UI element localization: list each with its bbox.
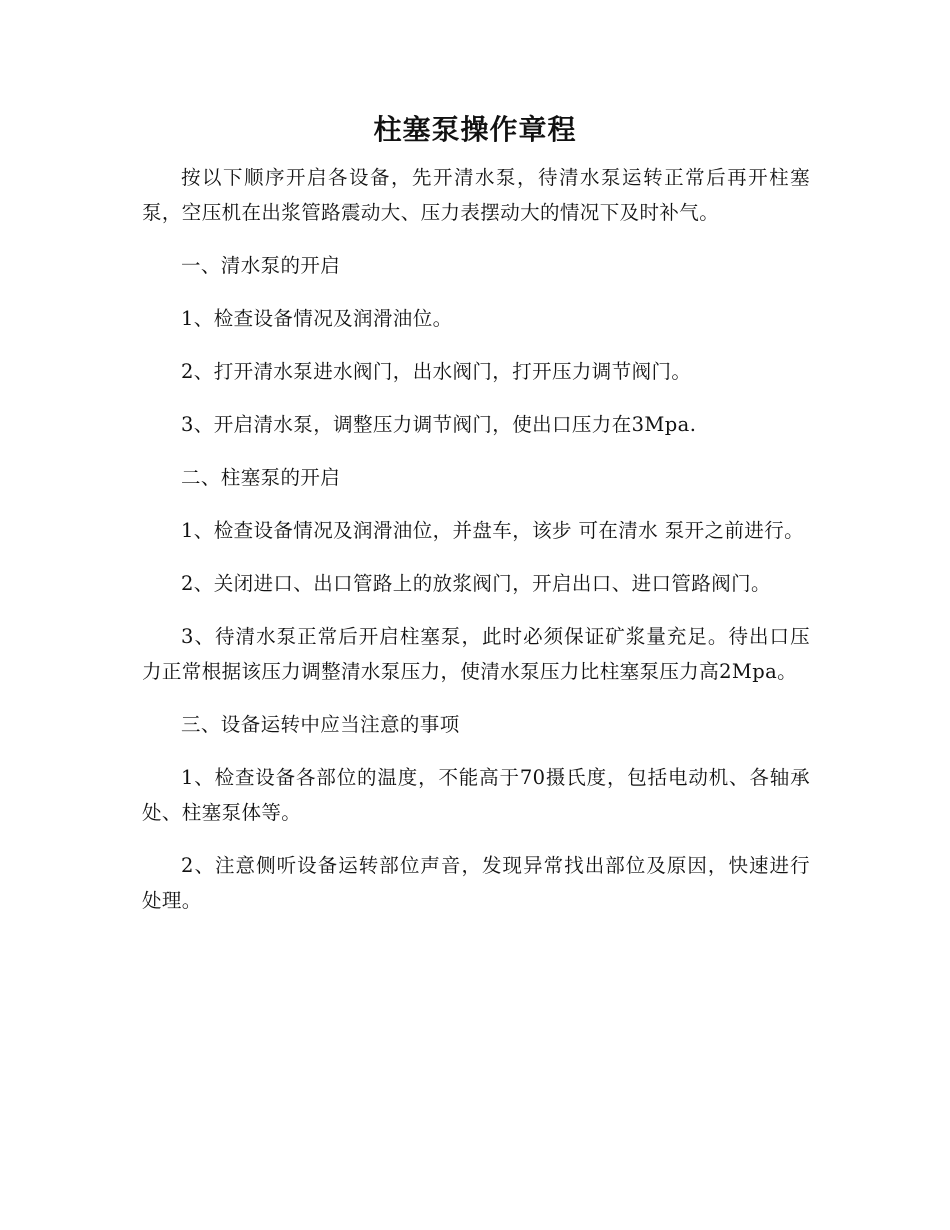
document-title: 柱塞泵操作章程: [373, 113, 577, 146]
document-body: [142, 160, 810, 936]
section-1-item-2: 2、打开清水泵进水阀门，出水阀门，打开压力调节阀门。: [181, 360, 692, 383]
section-1-item-1: 1、检查设备情况及润滑油位。: [181, 307, 453, 330]
section-2-item-2: 2、关闭进口、出口管路上的放浆阀门，开启出口、进口管路阀门。: [181, 572, 771, 595]
section-heading-1: 一、清水泵的开启: [181, 254, 341, 277]
section-2-item-1: 1、检查设备情况及润滑油位，并盘车，该步 可在清水 泵开之前进行。: [181, 519, 805, 542]
section-1-item-3: 3、开启清水泵，调整压力调节阀门，使出口压力在3Mpa.: [181, 413, 697, 436]
intro-paragraph: 按以下顺序开启各设备，先开清水泵，待清水泵运转正常后再开柱塞泵，空压机在出浆管路震动大、压力表摆动大的情况下及时补气。: [142, 166, 810, 224]
section-3-item-2: 2、注意侧听设备运转部位声音，发现异常找出部位及原因，快速进行处理。: [142, 854, 810, 912]
section-2-item-3: 3、待清水泵正常后开启柱塞泵，此时必须保证矿浆量充足。待出口压力正常根据该压力调整清水泵压力，使清水泵压力比柱塞泵压力高2Mpa。: [142, 625, 810, 683]
section-heading-3: 三、设备运转中应当注意的事项: [181, 713, 460, 736]
section-3-item-1: 1、检查设备各部位的温度，不能高于70摄氏度，包括电动机、各轴承处、柱塞泵体等。: [142, 766, 810, 824]
section-heading-2: 二、柱塞泵的开启: [181, 466, 341, 489]
